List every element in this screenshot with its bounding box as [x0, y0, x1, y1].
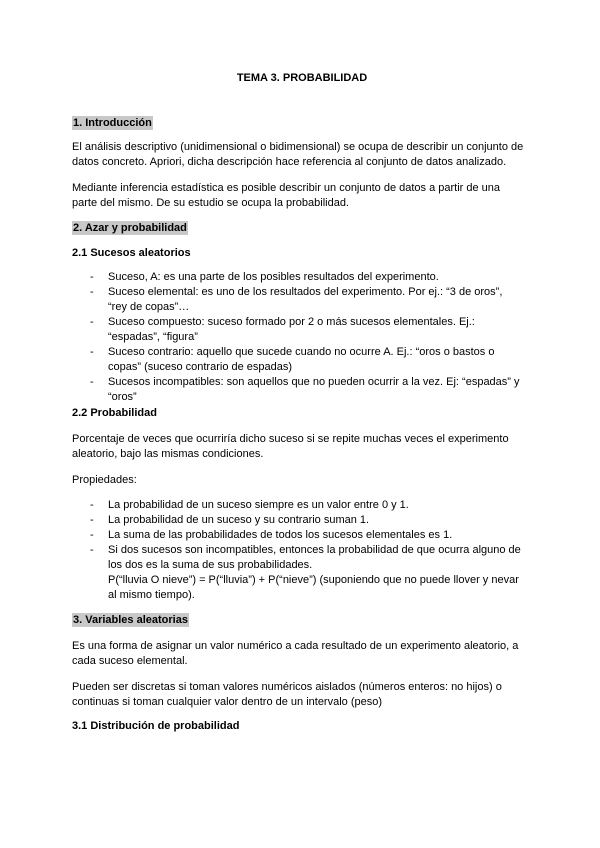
list-item: - La suma de las probabilidades de todos los sucesos elementales es 1.	[90, 529, 453, 541]
formula-line: P(“lluvia O nieve”) = P(“lluvia”) + P(“nieve”) (suponiendo que no puede llover y nevar al mismo tiempo).	[108, 574, 519, 601]
propiedades-list	[72, 498, 532, 603]
list-item: - Si dos sucesos son incompatibles, entonces la probabilidad de que ocurra alguno de los dos es la suma de sus probabilidades.	[90, 544, 521, 571]
section-2-2-paragraph-2: Propiedades:	[72, 474, 137, 486]
section-1-paragraph-2: Mediante inferencia estadística es posible describir un conjunto de datos a partir de una parte del mismo. De su estudio se ocupa la probabilidad.	[72, 182, 501, 209]
sucesos-list	[72, 270, 532, 405]
subsection-2-1-heading: 2.1 Sucesos aleatorios	[72, 247, 191, 259]
list-item: - La probabilidad de un suceso siempre es un valor entre 0 y 1.	[90, 499, 409, 511]
list-item: - Suceso, A: es una parte de los posibles resultados del experimento.	[90, 271, 439, 283]
section-3-heading: 3. Variables aleatorias	[73, 614, 188, 626]
list-item: - La probabilidad de un suceso y su contrario suman 1.	[90, 514, 370, 526]
section-1-paragraph-1: El análisis descriptivo (unidimensional o bidimensional) se ocupa de describir un conjunto de datos concreto. Apriori, dicha descripción hace referencia al conjunto de datos analizado.	[72, 141, 524, 168]
section-3-paragraph-2: Pueden ser discretas si toman valores numéricos aislados (números enteros: no hijos) o continuas si toman cualquier valor dentro de un intervalo (peso)	[72, 681, 502, 708]
subsection-2-2-heading: 2.2 Probabilidad	[72, 407, 157, 419]
section-3-paragraph-1: Es una forma de asignar un valor numérico a cada resultado de un experimento aleatorio, a cada suceso elemental.	[72, 640, 519, 667]
section-2-heading: 2. Azar y probabilidad	[73, 222, 187, 234]
document-title: TEMA 3. PROBABILIDAD	[236, 72, 368, 84]
list-item: - Suceso contrario: aquello que sucede cuando no ocurre A. Ej.: “oros o bastos o copas” (suceso contrario de espadas)	[90, 346, 495, 373]
section-1-heading: 1. Introducción	[73, 117, 152, 129]
subsection-3-1-heading: 3.1 Distribución de probabilidad	[72, 720, 240, 732]
section-2-2-paragraph-1: Porcentaje de veces que ocurriría dicho suceso si se repite muchas veces el experimento aleatorio, bajo las mismas condiciones.	[72, 433, 509, 460]
list-item: - Suceso elemental: es uno de los resultados del experimento. Por ej.: “3 de oros”, “rey de copas”…	[90, 286, 503, 313]
list-item: - Suceso compuesto: suceso formado por 2 o más sucesos elementales. Ej.: “espadas”, “figura”	[90, 316, 475, 343]
list-item: - Sucesos incompatibles: son aquellos que no pueden ocurrir a la vez. Ej: “espadas” y “oros”	[90, 376, 520, 403]
